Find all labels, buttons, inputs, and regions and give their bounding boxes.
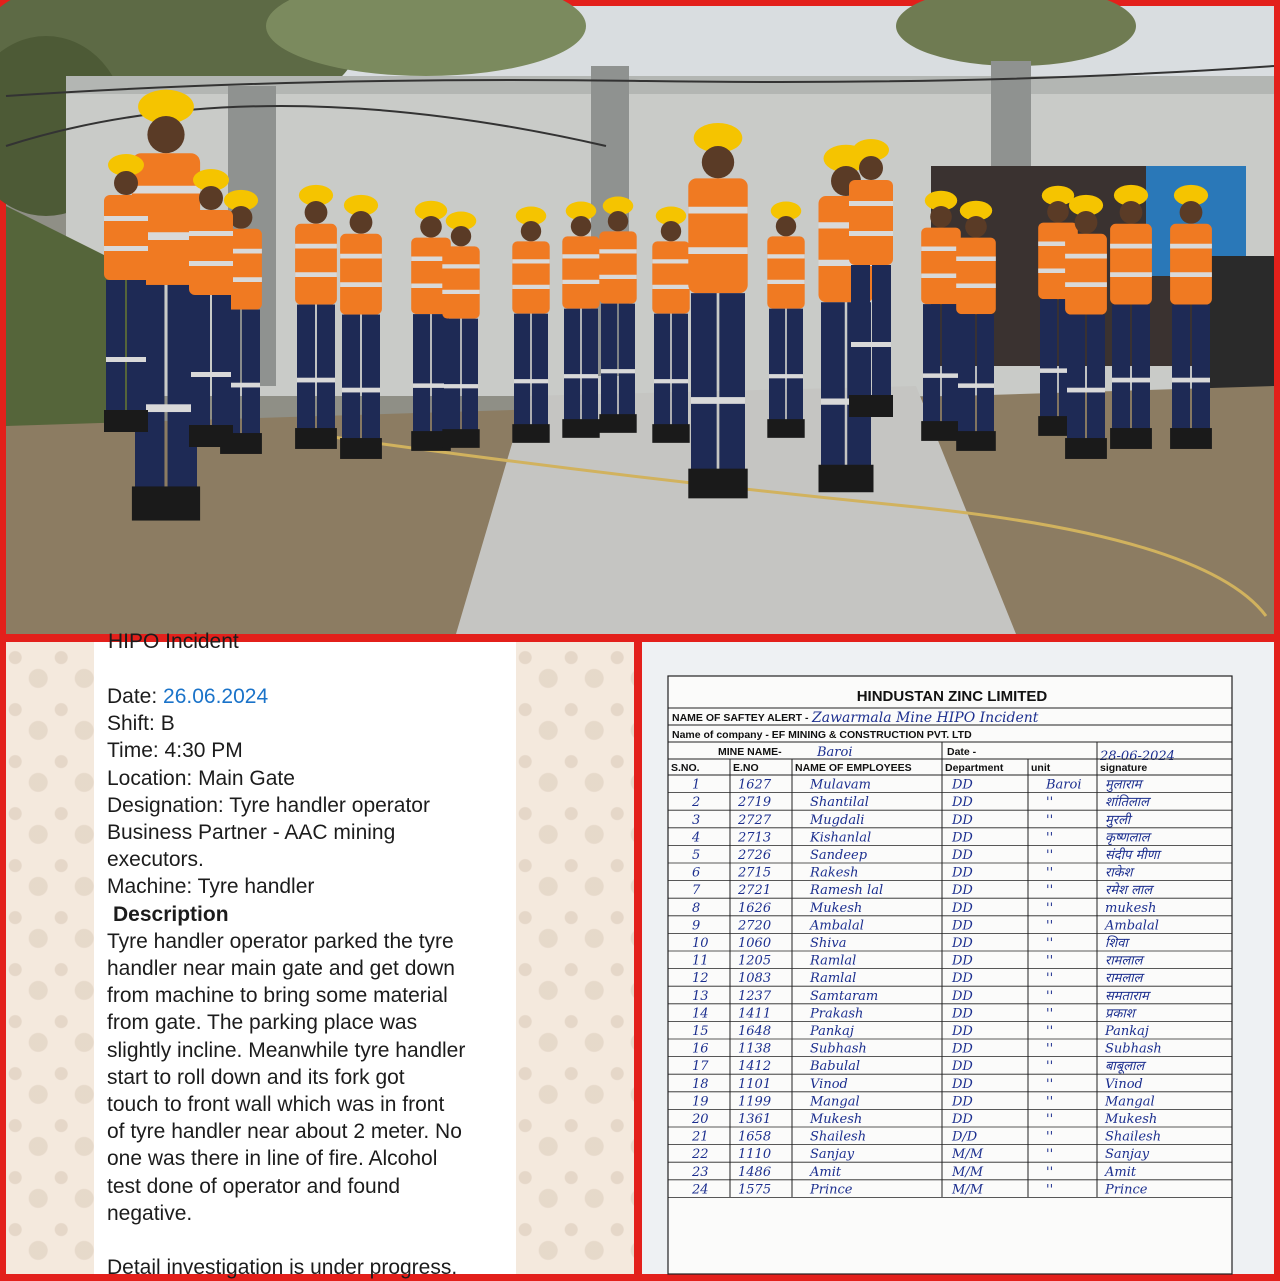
eno-cell: 2727 <box>738 812 772 828</box>
signature-cell: प्रकाश <box>1105 1006 1135 1022</box>
department-cell: D/D <box>952 1129 978 1145</box>
description-line: touch to front wall which was in front <box>107 1093 445 1117</box>
name-cell: Kishanlal <box>810 830 872 846</box>
signature-cell: mukesh <box>1105 900 1157 916</box>
unit-cell: '' <box>1046 1129 1054 1145</box>
sno-cell: 8 <box>692 900 701 916</box>
unit-cell: '' <box>1046 953 1054 969</box>
eno-cell: 1083 <box>738 971 772 987</box>
name-cell: Shantilal <box>810 795 869 811</box>
table-header-cell: Department <box>945 762 1004 774</box>
sno-cell: 1 <box>692 777 701 793</box>
signature-cell: रामलाल <box>1105 971 1143 987</box>
incident-message-screenshot <box>6 630 634 1280</box>
description-line: negative. <box>107 1201 193 1225</box>
chat-wallpaper-right <box>516 642 634 1274</box>
unit-cell: '' <box>1046 1024 1054 1039</box>
table-header-cell: unit <box>1031 762 1051 774</box>
name-cell: Mugdali <box>810 812 865 828</box>
name-cell: Shiva <box>810 936 847 951</box>
sno-cell: 15 <box>692 1024 709 1039</box>
safety-briefing-photo <box>6 6 1274 634</box>
description-line: slightly incline. Meanwhile tyre handler <box>107 1038 466 1062</box>
description-paragraph <box>107 928 507 1227</box>
name-cell: Pankaj <box>810 1024 854 1039</box>
unit-cell: Baroi <box>1046 777 1082 793</box>
eno-cell: 2715 <box>738 865 772 881</box>
department-cell: DD <box>952 1112 973 1127</box>
message-heading: HIPO Incident <box>108 630 239 653</box>
sno-cell: 4 <box>692 830 701 846</box>
signature-cell: शांतिलाल <box>1105 795 1149 811</box>
sno-cell: 21 <box>692 1129 709 1145</box>
department-cell: M/M <box>952 1164 984 1180</box>
company-label: Name of company - EF MINING & CONSTRUCTION PVT. LTD <box>672 729 972 741</box>
eno-cell: 1658 <box>738 1129 772 1145</box>
description-line: one was there in line of fire. Alcohol <box>107 1147 438 1171</box>
department-cell: DD <box>952 812 973 828</box>
eno-cell: 1101 <box>738 1076 772 1092</box>
alert-value: Zawarmala Mine HIPO Incident <box>812 710 1039 726</box>
unit-cell: '' <box>1046 1094 1054 1110</box>
eno-cell: 1412 <box>738 1059 772 1075</box>
sno-cell: 24 <box>692 1182 709 1198</box>
unit-cell: '' <box>1046 936 1054 951</box>
department-cell: DD <box>952 865 973 881</box>
shift-line: Shift: B <box>107 712 175 736</box>
name-cell: Mukesh <box>810 1112 863 1127</box>
eno-cell: 2720 <box>738 918 772 934</box>
eno-cell: 1138 <box>738 1041 772 1057</box>
sno-cell: 2 <box>692 795 701 811</box>
unit-cell: '' <box>1046 812 1054 828</box>
department-cell: DD <box>952 936 973 951</box>
department-cell: DD <box>952 777 973 793</box>
partner-line-2: executors. <box>107 848 204 872</box>
name-cell: Prakash <box>810 1006 864 1022</box>
name-cell: Sandeep <box>810 848 868 863</box>
description-line: test done of operator and found <box>107 1174 401 1198</box>
unit-cell: '' <box>1046 795 1054 811</box>
department-cell: DD <box>952 795 973 811</box>
signature-cell: Pankaj <box>1105 1024 1149 1039</box>
signature-cell: Sanjay <box>1105 1147 1150 1163</box>
eno-cell: 2726 <box>738 848 772 863</box>
eno-cell: 1486 <box>738 1164 772 1180</box>
department-cell: DD <box>952 1006 973 1022</box>
unit-cell: '' <box>1046 1164 1054 1180</box>
eno-cell: 1237 <box>738 988 772 1004</box>
signature-cell: Shailesh <box>1105 1129 1162 1145</box>
signature-cell: रामलाल <box>1105 953 1143 969</box>
date-line <box>107 683 507 710</box>
eno-cell: 1411 <box>738 1006 772 1022</box>
date-label: Date: <box>107 685 164 708</box>
description-line: handler near main gate and get down <box>107 957 455 981</box>
eno-cell: 2713 <box>738 830 772 846</box>
signature-cell: शिवा <box>1105 936 1128 951</box>
signature-cell: बाबूलाल <box>1105 1059 1145 1075</box>
department-cell: DD <box>952 1094 973 1110</box>
eno-cell: 1575 <box>738 1182 772 1198</box>
sno-cell: 23 <box>692 1164 709 1180</box>
sno-cell: 5 <box>692 848 701 863</box>
machine-line: Machine: Tyre handler <box>107 875 315 899</box>
name-cell: Sanjay <box>810 1147 855 1163</box>
department-cell: DD <box>952 953 973 969</box>
description-line: start to roll down and its fork got <box>107 1065 405 1089</box>
unit-cell: '' <box>1046 918 1054 934</box>
date-value: 28-06-2024 <box>1100 749 1175 764</box>
attendance-form <box>642 642 1274 1274</box>
signature-cell: मुलाराम <box>1105 777 1142 793</box>
signature-cell: Mukesh <box>1105 1112 1158 1127</box>
sno-cell: 6 <box>692 865 701 881</box>
department-cell: DD <box>952 1059 973 1075</box>
department-cell: DD <box>952 900 973 916</box>
signature-cell: Ambalal <box>1105 918 1159 934</box>
unit-cell: '' <box>1046 1006 1054 1022</box>
department-cell: DD <box>952 830 973 846</box>
unit-cell: '' <box>1046 900 1054 916</box>
department-cell: DD <box>952 988 973 1004</box>
eno-cell: 1199 <box>738 1094 772 1110</box>
signature-cell: Vinod <box>1105 1076 1143 1092</box>
unit-cell: '' <box>1046 830 1054 846</box>
chat-wallpaper-left <box>6 642 94 1274</box>
name-cell: Ramlal <box>810 971 857 987</box>
sno-cell: 9 <box>692 918 701 934</box>
message-body <box>107 683 507 1281</box>
eno-cell: 1110 <box>738 1147 772 1163</box>
sno-cell: 18 <box>692 1076 709 1092</box>
table-header-cell: signature <box>1100 762 1148 774</box>
description-line: from machine to bring some material <box>107 984 448 1008</box>
unit-cell: '' <box>1046 1112 1054 1127</box>
signature-cell: संदीप मीणा <box>1105 848 1160 863</box>
department-cell: DD <box>952 883 973 899</box>
name-cell: Prince <box>810 1182 853 1198</box>
eno-cell: 1648 <box>738 1024 772 1039</box>
department-cell: DD <box>952 918 973 934</box>
sno-cell: 10 <box>692 936 709 951</box>
signature-cell: Subhash <box>1105 1041 1162 1057</box>
attendance-sheet-photo <box>642 642 1274 1274</box>
signature-cell: Mangal <box>1105 1094 1155 1110</box>
name-cell: Mangal <box>810 1094 860 1110</box>
signature-cell: Prince <box>1105 1182 1148 1198</box>
name-cell: Rakesh <box>810 865 859 881</box>
sno-cell: 7 <box>692 883 701 899</box>
name-cell: Vinod <box>810 1076 848 1092</box>
alert-label: NAME OF SAFTEY ALERT - <box>672 712 809 724</box>
department-cell: DD <box>952 1041 973 1057</box>
eno-cell: 1627 <box>738 777 772 793</box>
unit-cell: '' <box>1046 848 1054 863</box>
sno-cell: 12 <box>692 971 709 987</box>
department-cell: DD <box>952 848 973 863</box>
date-label: Date - <box>947 746 977 758</box>
name-cell: Ramlal <box>810 953 857 969</box>
sno-cell: 19 <box>692 1094 709 1110</box>
name-cell: Mulavam <box>810 777 872 793</box>
department-cell: M/M <box>952 1182 984 1198</box>
form-title: HINDUSTAN ZINC LIMITED <box>856 688 1048 705</box>
eno-cell: 1626 <box>738 900 772 916</box>
sno-cell: 13 <box>692 988 709 1004</box>
eno-cell: 1205 <box>738 953 772 969</box>
name-cell: Amit <box>810 1164 842 1180</box>
eno-cell: 1060 <box>738 936 772 951</box>
unit-cell: '' <box>1046 1041 1054 1057</box>
description-title: Description <box>113 902 229 926</box>
date-link[interactable]: 26.06.2024 <box>163 685 269 708</box>
table-header-cell: E.NO <box>733 762 759 774</box>
name-cell: Subhash <box>810 1041 867 1057</box>
signature-cell: समताराम <box>1105 988 1149 1004</box>
department-cell: M/M <box>952 1147 984 1163</box>
name-cell: Ambalal <box>810 918 864 934</box>
department-cell: DD <box>952 1076 973 1092</box>
unit-cell: '' <box>1046 1059 1054 1075</box>
signature-cell: राकेश <box>1105 865 1133 881</box>
signature-cell: कृष्णलाल <box>1105 830 1150 846</box>
partner-line-1: Business Partner - AAC mining <box>107 821 396 845</box>
unit-cell: '' <box>1046 971 1054 987</box>
unit-cell: '' <box>1046 988 1054 1004</box>
table-header-cell: NAME OF EMPLOYEES <box>795 762 912 774</box>
description-line: Tyre handler operator parked the tyre <box>107 929 454 953</box>
sno-cell: 14 <box>692 1006 709 1022</box>
unit-cell: '' <box>1046 1147 1054 1163</box>
unit-cell: '' <box>1046 883 1054 899</box>
eno-cell: 2721 <box>738 883 772 899</box>
description-line: from gate. The parking place was <box>107 1011 418 1035</box>
name-cell: Mukesh <box>810 900 863 916</box>
name-cell: Ramesh lal <box>810 883 884 899</box>
eno-cell: 1361 <box>738 1112 772 1127</box>
name-cell: Babulal <box>810 1059 861 1075</box>
mine-value: Baroi <box>817 745 853 760</box>
sno-cell: 20 <box>692 1112 709 1127</box>
sno-cell: 17 <box>692 1059 709 1075</box>
photo-scene <box>6 6 1274 634</box>
sno-cell: 16 <box>692 1041 709 1057</box>
time-line: Time: 4:30 PM <box>107 739 243 763</box>
signature-cell: रमेश लाल <box>1105 883 1153 899</box>
designation-line: Designation: Tyre handler operator <box>107 793 430 817</box>
name-cell: Shailesh <box>810 1129 867 1145</box>
investigation-note: Detail investigation is under progress. <box>107 1256 458 1280</box>
mine-label: MINE NAME- <box>718 746 782 758</box>
signature-cell: Amit <box>1105 1164 1137 1180</box>
sno-cell: 22 <box>692 1147 709 1163</box>
unit-cell: '' <box>1046 865 1054 881</box>
department-cell: DD <box>952 971 973 987</box>
unit-cell: '' <box>1046 1076 1054 1092</box>
unit-cell: '' <box>1046 1182 1054 1198</box>
location-line: Location: Main Gate <box>107 766 295 790</box>
table-header-cell: S.NO. <box>671 762 700 774</box>
name-cell: Samtaram <box>810 988 879 1004</box>
sno-cell: 3 <box>692 812 701 828</box>
signature-cell: मुरली <box>1105 812 1131 828</box>
eno-cell: 2719 <box>738 795 772 811</box>
sno-cell: 11 <box>692 953 709 969</box>
department-cell: DD <box>952 1024 973 1039</box>
description-line: of tyre handler near about 2 meter. No <box>107 1120 462 1144</box>
message-bubble[interactable] <box>94 630 516 1280</box>
